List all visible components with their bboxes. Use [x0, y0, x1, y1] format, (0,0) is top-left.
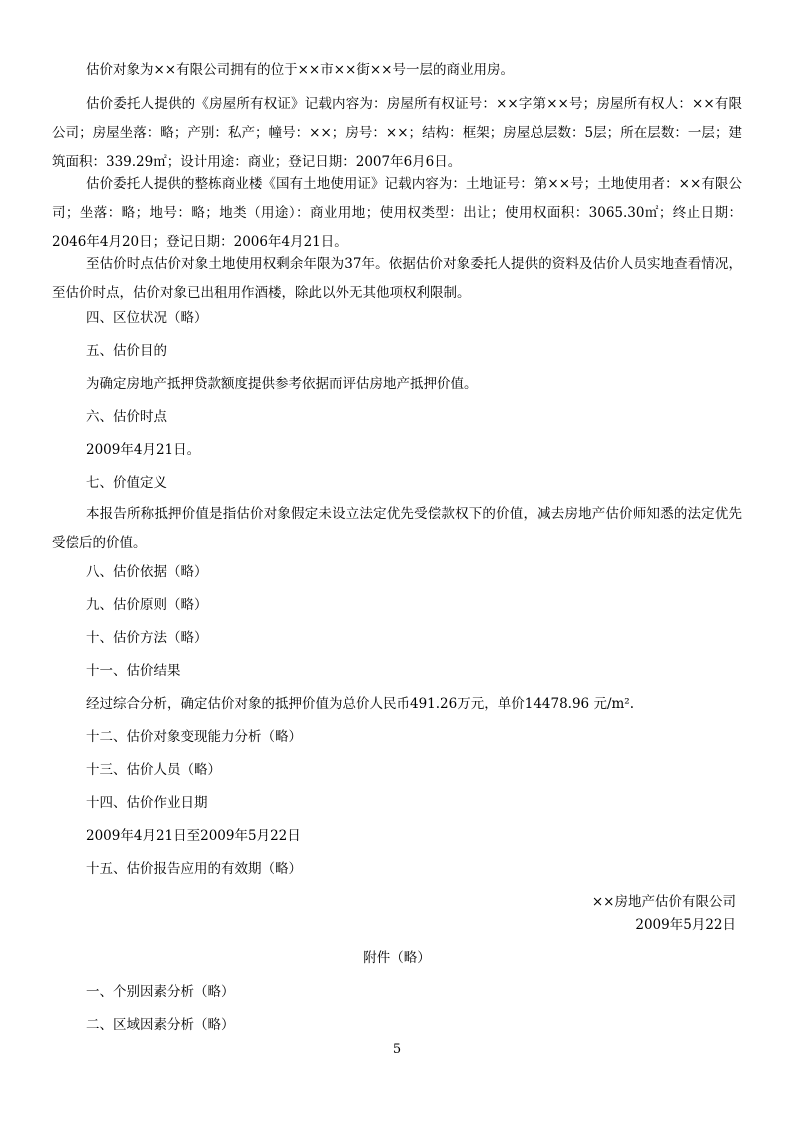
section-heading-work-period: 十四、估价作业日期: [86, 795, 208, 811]
section-heading-validity: 十五、估价报告应用的有效期（略）: [86, 861, 302, 877]
section-body-work-period: 2009年4月21日至2009年5月22日: [86, 828, 301, 844]
section-heading-principles: 九、估价原则（略）: [86, 597, 208, 613]
section-heading-methods: 十、估价方法（略）: [86, 630, 208, 646]
paragraph-valuation-object: 估价对象为××有限公司拥有的位于××市××街××号一层的商业用房。: [86, 62, 514, 78]
page-number: 5: [392, 1042, 402, 1057]
section-body-value-definition: 本报告所称抵押价值是指估价对象假定未设立法定优先受偿款权下的价值，减去房地产估价师知悉的法定优先受偿后的价值。: [52, 506, 742, 551]
section-body-purpose: 为确定房地产抵押贷款额度提供参考依据而评估房地产抵押价值。: [86, 376, 478, 392]
appendix-title: 附件（略）: [363, 950, 431, 966]
section-heading-valuation-date: 六、估价时点: [86, 409, 167, 425]
paragraph-land-certificate: 估价委托人提供的整栋商业楼《国有土地使用证》记载内容为：土地证号：第××号；土地使用者：××有限公司；坐落：略；地号：略；地类（用途）：商业用地；使用权类型：出让；使用权面积：3065.30㎡；终止日期：2046年4月20日；登记日期：2006年4月21日。: [52, 176, 742, 250]
section-heading-location: 四、区位状况（略）: [86, 310, 208, 326]
section-heading-appraisers: 十三、估价人员（略）: [86, 762, 221, 778]
paragraph-land-use-remaining: 至估价时点估价对象土地使用权剩余年限为37年。依据估价对象委托人提供的资料及估价人员实地查看情况，至估价时点，估价对象已出租用作酒楼，除此以外无其他项权利限制。: [52, 256, 742, 301]
section-body-result: 经过综合分析，确定估价对象的抵押价值为总价人民币491.26万元，单价14478.96 元/m².: [86, 696, 634, 712]
appendix-item-regional-factors: 二、区域因素分析（略）: [86, 1017, 235, 1033]
section-heading-value-definition: 七、价值定义: [86, 475, 167, 491]
section-heading-basis: 八、估价依据（略）: [86, 564, 208, 580]
section-heading-result: 十一、估价结果: [86, 663, 181, 679]
appendix-item-individual-factors: 一、个别因素分析（略）: [86, 984, 235, 1000]
paragraph-house-certificate: 估价委托人提供的《房屋所有权证》记载内容为：房屋所有权证号：××字第××号；房屋所有权人：××有限公司；房屋坐落：略；产别：私产；幢号：××；房号：××；结构：框架；房屋总层数：5层；所在层数：一层；建筑面积：339.29㎡；设计用途：商业；登记日期：2007年6月6日。: [52, 96, 742, 170]
section-heading-purpose: 五、估价目的: [86, 343, 167, 359]
section-heading-liquidity: 十二、估价对象变现能力分析（略）: [86, 729, 302, 745]
signature-date: 2009年5月22日: [635, 917, 736, 933]
section-body-valuation-date: 2009年4月21日。: [86, 442, 201, 458]
signature-company: ××房地产估价有限公司: [591, 894, 736, 910]
